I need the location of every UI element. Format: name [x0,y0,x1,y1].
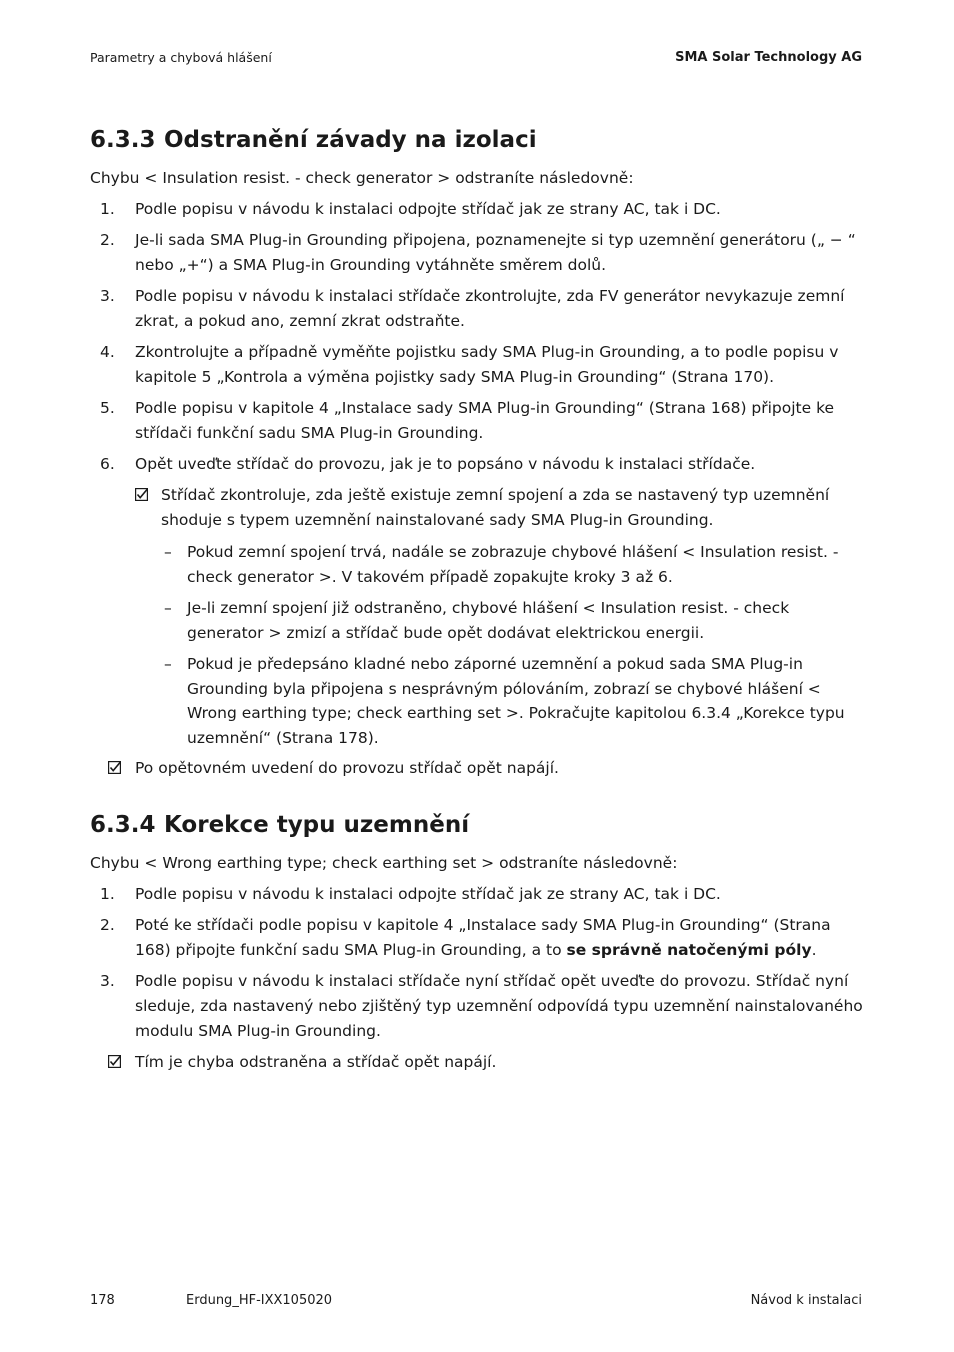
step-text: Opět uveďte střídač do provozu, jak je to popsáno v návodu k instalaci střídače. [135,455,756,473]
final-result [90,1050,866,1075]
step-text: Podle popisu v návodu k instalaci střídače zkontrolujte, zda FV generátor nevykazuje zemní zkrat, a pokud ano, zemní zkrat odstraňte. [135,287,845,330]
sub-result-text: Pokud je předepsáno kladné nebo záporné uzemnění a pokud sada SMA Plug-in Grounding byla připojena s nesprávným pólováním, zobrazí se chybové hlášení < Wrong earthing type; check earthing set >. Pokračujte kapitolou 6.3.4 „Korekce typu uzemnění“ (Strana 178). [187,655,845,747]
step-number: 2. [100,231,115,249]
sub-result-item [90,596,866,645]
step-number: 1. [100,200,115,218]
step-text-part: Poté ke střídači podle popisu v kapitole 4 „Instalace sady SMA Plug-in Grounding“ (Strana 168) připojte funkční sadu SMA Plug-in Grounding, a to [135,916,831,959]
checkbox-checked-icon [108,1055,121,1068]
dash-bullet: – [164,599,172,617]
step-item [90,197,866,222]
step-text [135,916,831,959]
step-number: 3. [100,287,115,305]
final-result-text: Po opětovném uvedení do provozu střídač opět napájí. [135,759,559,777]
step-number: 3. [100,972,115,990]
step-text: Je-li sada SMA Plug-in Grounding připojena, poznamenejte si typ uzemnění generátoru („ − “ nebo „+“) a SMA Plug-in Grounding vytáhněte směrem dolů. [135,231,856,274]
section-heading [90,124,866,156]
checkbox-checked-icon [135,488,148,501]
step-item [90,284,866,334]
step-item [90,396,866,446]
step-item [90,452,866,477]
checkbox-checked-icon [108,761,121,774]
step-item [90,340,866,390]
section-title: Korekce typu uzemnění [164,812,470,838]
step-text: Zkontrolujte a případně vyměňte pojistku sady SMA Plug-in Grounding, a to podle popisu v kapitole 5 „Kontrola a výměna pojistky sady SMA Plug-in Grounding“ (Strana 170). [135,343,839,386]
section-number: 6.3.4 [90,812,156,838]
dash-bullet: – [164,543,172,561]
step-text-part: . [811,941,817,959]
step-item [90,882,866,907]
section-heading [90,809,866,841]
step-number: 5. [100,399,115,417]
section-intro: Chybu < Wrong earthing type; check earthing set > odstraníte následovně: [90,854,678,872]
header-company: SMA Solar Technology AG [675,50,862,65]
step-item [90,969,866,1044]
check-result-text: Střídač zkontroluje, zda ještě existuje zemní spojení a zda se nastavený typ uzemnění shoduje s typem uzemnění nainstalované sady SMA Plug-in Grounding. [161,486,830,529]
step-number: 2. [100,916,115,934]
sub-result-text: Pokud zemní spojení trvá, nadále se zobrazuje chybové hlášení < Insulation resist. - check generator >. V takovém případě zopakujte kroky 3 až 6. [187,543,839,586]
dash-bullet: – [164,655,172,673]
step-number: 1. [100,885,115,903]
step-text: Podle popisu v návodu k instalaci odpojte střídač jak ze strany AC, tak i DC. [135,885,721,903]
main-content [90,124,866,1075]
step-item [90,228,866,278]
check-result [90,483,866,533]
step-item [90,913,866,963]
final-result-text: Tím je chyba odstraněna a střídač opět napájí. [135,1053,497,1071]
header-section-title: Parametry a chybová hlášení [90,50,272,65]
sub-result-item [90,652,866,750]
step-text: Podle popisu v návodu k instalaci střídače nyní střídač opět uveďte do provozu. Střídač nyní sleduje, zda nastavený nebo zjištěný typ uzemnění odpovídá typu uzemnění nainstalovaného modulu SMA Plug-in Grounding. [135,972,863,1040]
footer-document-type: Návod k instalaci [750,1293,862,1308]
footer-page-number: 178 [90,1293,115,1308]
final-result [90,756,866,781]
footer-document-id: Erdung_HF-IXX105020 [186,1293,333,1308]
section-title: Odstranění závady na izolaci [164,127,537,153]
step-number: 4. [100,343,115,361]
sub-result-text: Je-li zemní spojení již odstraněno, chybové hlášení < Insulation resist. - check generator > zmizí a střídač bude opět dodávat elektrickou energii. [187,599,790,642]
step-text: Podle popisu v kapitole 4 „Instalace sady SMA Plug-in Grounding“ (Strana 168) připojte ke střídači funkční sadu SMA Plug-in Grounding. [135,399,835,442]
step-number: 6. [100,455,115,473]
step-text-emphasis: se správně natočenými póly [566,941,812,959]
section-intro: Chybu < Insulation resist. - check generator > odstraníte následovně: [90,169,634,187]
section-6-3-4 [90,809,866,1075]
step-text: Podle popisu v návodu k instalaci odpojte střídač jak ze strany AC, tak i DC. [135,200,721,218]
sub-result-item [90,540,866,589]
section-number: 6.3.3 [90,127,156,153]
section-6-3-3 [90,124,866,781]
